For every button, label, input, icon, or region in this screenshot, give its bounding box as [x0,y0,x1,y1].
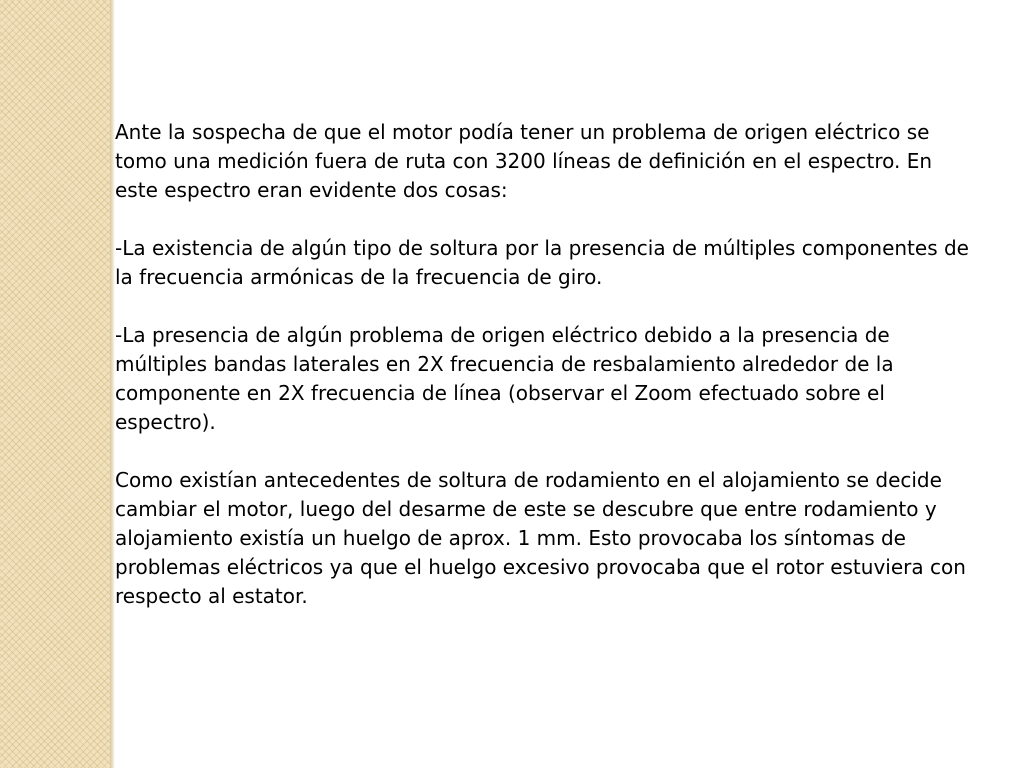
slide-body [115,118,975,640]
paragraph-electrical: -La presencia de algún problema de origen eléctrico debido a la presencia de múltiples bandas laterales en 2X frecuencia de resbalamiento alrededor de la componente en 2X frecuencia de línea (observar el Zoom efectuado sobre el espectro). [115,323,894,434]
paragraph-looseness: -La existencia de algún tipo de soltura por la presencia de múltiples componentes de la frecuencia armónicas de la frecuencia de giro. [115,236,969,289]
decorative-side-band [0,0,110,768]
paragraph-intro: Ante la sospecha de que el motor podía tener un problema de origen eléctrico se tomo una medición fuera de ruta con 3200 líneas de definición en el espectro. En este espectro eran evidente dos cosas: [115,120,933,202]
paragraph-conclusion: Como existían antecedentes de soltura de rodamiento en el alojamiento se decide cambiar el motor, luego del desarme de este se descubre que entre rodamiento y alojamiento existía un huelgo de aprox. 1 mm. Esto provocaba los síntomas de problemas eléctricos ya que el huelgo excesivo provocaba que el rotor estuviera con respecto al estator. [115,468,966,608]
